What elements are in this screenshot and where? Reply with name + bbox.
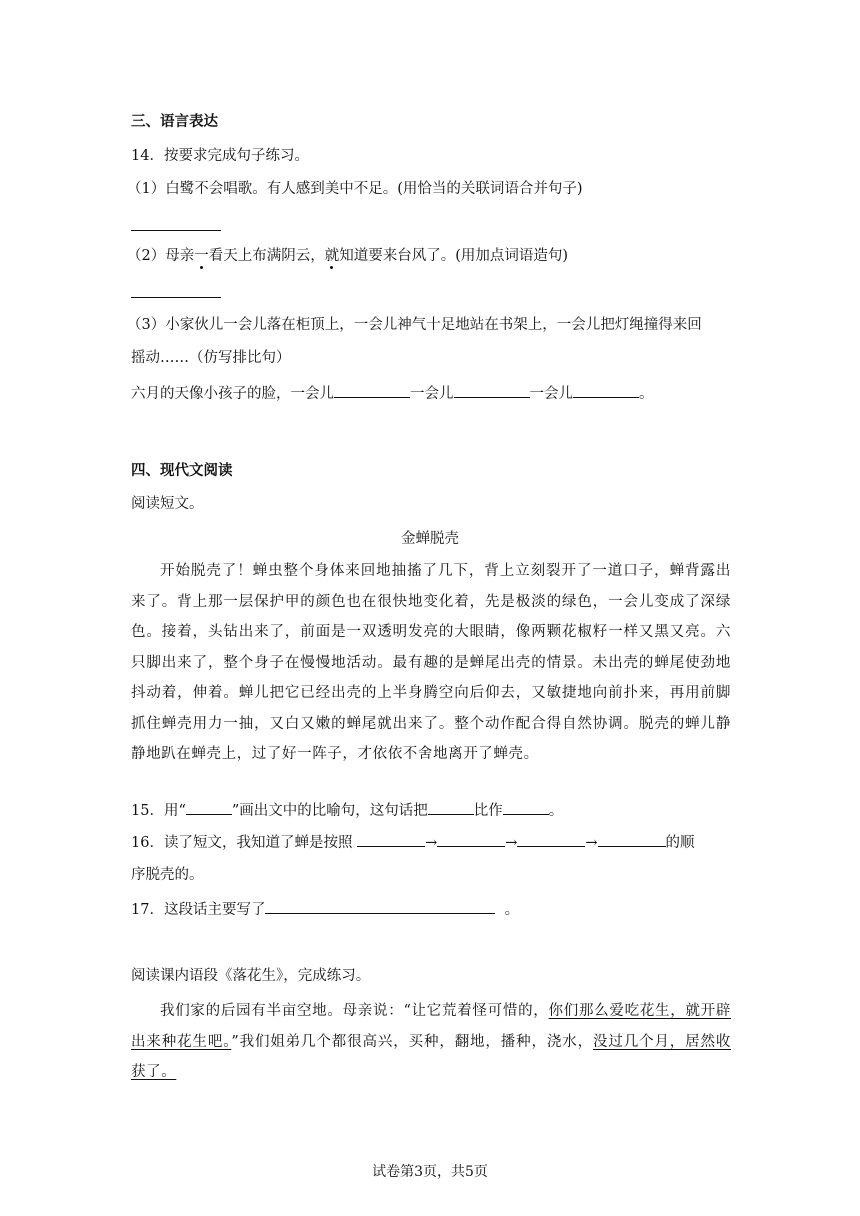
q15-text-c: 比作 (473, 803, 503, 819)
q17-blank[interactable] (265, 899, 495, 914)
question-14-3-line2: 摇动……（仿写排比句） (131, 350, 291, 366)
fill-blank-2[interactable] (454, 383, 530, 398)
p2-underlined-1: 你们那么爱吃花生，就开辟出来种花生吧。 (131, 1003, 732, 1050)
q16-text-b: 的顺 (665, 835, 695, 851)
question-15 (131, 800, 563, 821)
fill-blank-3[interactable] (573, 383, 639, 398)
passage-body: 开始脱壳了！蝉虫整个身体来回地抽搐了几下，背上立刻裂开了一道口子，蝉背露出来了。背上那一层保护甲的颜色也在很快地变化着，先是极淡的绿色，一会儿变成了深绿色。接着，头钻出来了，前面是一双透明发亮的大眼睛，像两颗花椒籽一样又黑又亮。六只脚出来了，整个身子在慢慢地活动。最有趣的是蝉尾出壳的情景。未出壳的蝉尾使劲地抖动着，伸着。蝉儿把它已经出壳的上半身腾空向后仰去，又敏捷地向前扑来，再用前脚抓住蝉壳用力一抽，又白又嫩的蝉尾就出来了。整个动作配合得自然协调。脱壳的蝉儿静静地趴在蝉壳上，过了好一阵子，才依依不舍地离开了蝉壳。 (131, 563, 731, 762)
fill-blank-1[interactable] (334, 383, 410, 398)
question-14-3-fill (131, 383, 654, 404)
question-16-line2: 序脱壳的。 (131, 867, 204, 883)
reading-instruction-2: 阅读课内语段《落花生》，完成练习。 (131, 968, 371, 984)
dotted-word-jiu: 就 (324, 248, 340, 264)
answer-line-14-2[interactable] (131, 297, 221, 298)
p2-text-a: 我们家的后园有半亩空地。母亲说：“让它荒着怪可惜的， (160, 1003, 549, 1019)
p2-text-b: ”我们姐弟几个都很高兴，买种，翻地，播种，浇水， (231, 1033, 593, 1050)
fill-text-d: 。 (639, 386, 654, 402)
q15-blank-1[interactable] (428, 800, 474, 815)
q15-blank-2[interactable] (503, 800, 549, 815)
q14-2-part-a: （2）母亲 (127, 248, 195, 264)
q16-blank-1[interactable] (357, 832, 425, 847)
q16-blank-3[interactable] (517, 832, 585, 847)
q16-blank-2[interactable] (437, 832, 505, 847)
p2-underlined-2: 没过几个月，居然收获了。 (131, 1033, 732, 1080)
section-4-heading: 四、现代文阅读 (131, 463, 233, 479)
arrow-1: → (425, 835, 438, 851)
question-16 (131, 832, 695, 853)
passage-title: 金蝉脱壳 (401, 531, 459, 547)
arrow-2: → (505, 835, 518, 851)
q14-2-part-b: 看天上布满阴云， (208, 248, 325, 264)
q17-text-b: 。 (504, 902, 520, 918)
q14-2-part-c: 知道要来台风了。(用加点词语造句) (339, 248, 569, 264)
arrow-3: → (585, 835, 598, 851)
q16-text-a: 16．读了短文，我知道了蝉是按照 (131, 835, 353, 851)
fill-text-b: 一会儿 (410, 386, 454, 402)
fill-text-c: 一会儿 (529, 386, 573, 402)
q15-text-a: 15．用“ (131, 803, 186, 819)
question-14-2 (127, 246, 568, 266)
q17-text-a: 17．这段话主要写了 (131, 902, 266, 918)
page-footer: 试卷第3页，共5页 (372, 1164, 488, 1180)
fill-text-a: 六月的天像小孩子的脸，一会儿 (131, 386, 334, 402)
question-14-3-line1: （3）小家伙儿一会儿落在柜顶上，一会儿神气十足地站在书架上，一会儿把灯绳撞得来回 (127, 317, 702, 333)
reading-instruction: 阅读短文。 (131, 496, 204, 512)
dotted-word-yi: 一 (194, 248, 209, 264)
q15-blank-mark[interactable] (186, 800, 232, 815)
q16-blank-4[interactable] (598, 832, 666, 847)
answer-line-14-1[interactable] (131, 230, 221, 231)
question-17 (131, 899, 519, 920)
section-3-heading: 三、语言表达 (131, 114, 218, 130)
question-14: 14．按要求完成句子练习。 (131, 148, 309, 164)
q15-text-d: 。 (548, 803, 564, 819)
q15-text-b: ”画出文中的比喻句，这句话把 (231, 803, 428, 819)
question-14-1: （1）白鹭不会唱歌。有人感到美中不足。(用恰当的关联词语合并句子) (127, 181, 583, 197)
passage-2-body (131, 996, 731, 1088)
